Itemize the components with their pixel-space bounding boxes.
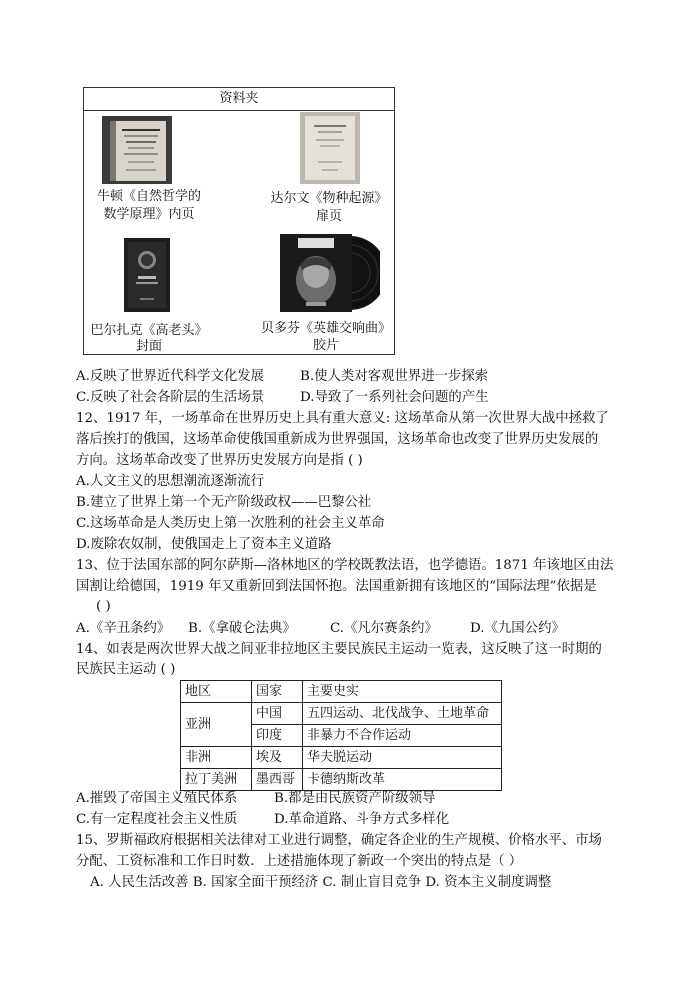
darwin-caption-2: 扉页 <box>315 209 342 224</box>
q11-option-a: A.反映了世界近代科学文化发展 <box>76 369 265 384</box>
q11-option-b: B.使人类对客观世界进一步探索 <box>300 369 489 384</box>
q13-option-d: D.《九国公约》 <box>470 621 565 636</box>
newton-caption-1: 牛顿《自然哲学的 <box>96 189 201 204</box>
q12-stem-1: 12、1917 年，一场革命在世界历史上具有重大意义: 这场革命从第一次世界大战中拯救了 <box>76 411 609 426</box>
q12-option-a: A.人文主义的思想潮流逐渐流行 <box>76 474 265 489</box>
region-cell: 拉丁美洲 <box>181 769 252 791</box>
q14-stem-1: 14、如表是两次世界大战之间亚非拉地区主要民族民主运动一览表，这反映了这一时期的 <box>76 642 602 657</box>
beethoven-caption-2: 胶片 <box>312 338 339 353</box>
table-header: 地区 <box>181 681 252 703</box>
q11-option-d: D.导致了一系列社会问题的产生 <box>300 390 489 405</box>
fact-cell: 卡德纳斯改革 <box>303 769 502 791</box>
q12-option-b: B.建立了世界上第一个无产阶级政权——巴黎公社 <box>76 495 372 510</box>
figure-header: 资料夹 <box>84 88 394 111</box>
q14-stem-2: 民族民主运动 ( ) <box>76 662 176 677</box>
q12-stem-2: 落后挨打的俄国，这场革命使俄国重新成为世界强国，这场革命也改变了世界历史发展的 <box>76 432 599 447</box>
fact-cell: 五四运动、北伐战争、土地革命 <box>303 703 502 725</box>
country-cell: 中国 <box>252 703 303 725</box>
q13-stem-3: ( ) <box>96 599 111 614</box>
q14-option-b: B.都是由民族资产阶级领导 <box>274 791 436 806</box>
q15-options: A. 人民生活改善 B. 国家全面干预经济 C. 制止盲目竞争 D. 资本主义制度调整 <box>90 875 552 890</box>
beethoven-record-image <box>280 234 380 312</box>
movements-table <box>180 680 502 791</box>
q13-stem-2: 国割让给德国，1919 年又重新回到法国怀抱。法国重新拥有该地区的“国际法理”依据是 <box>76 579 597 594</box>
table-header: 国家 <box>252 681 303 703</box>
table-header: 主要史实 <box>303 681 502 703</box>
q12-option-c: C.这场革命是人类历史上第一次胜利的社会主义革命 <box>76 516 385 531</box>
table-row <box>181 747 502 769</box>
country-cell: 印度 <box>252 725 303 747</box>
q15-stem-2: 分配、工资标准和工作日时数．上述措施体现了新政一个突出的特点是（ ） <box>76 854 523 869</box>
q13-option-b: B.《拿破仑法典》 <box>188 621 296 636</box>
q15-stem-1: 15、罗斯福政府根据相关法律对工业进行调整，确定各企业的生产规模、价格水平、市场 <box>76 833 602 848</box>
q14-option-a: A.摧毁了帝国主义殖民体系 <box>76 791 238 806</box>
balzac-book-image <box>124 238 170 312</box>
q14-option-c: C.有一定程度社会主义性质 <box>76 812 238 827</box>
darwin-book-image <box>300 112 360 184</box>
q11-option-c: C.反映了社会各阶层的生活场景 <box>76 390 265 405</box>
fact-cell: 非暴力不合作运动 <box>303 725 502 747</box>
table-row <box>181 769 502 791</box>
balzac-caption-1: 巴尔扎克《高老头》 <box>90 323 208 338</box>
q12-stem-3: 方向。这场革命改变了世界历史发展方向是指 ( ) <box>76 453 363 468</box>
newton-caption-2: 数学原理》内页 <box>103 207 195 222</box>
fact-cell: 华夫脱运动 <box>303 747 502 769</box>
darwin-caption-1: 达尔文《物种起源》 <box>270 191 388 206</box>
q13-option-c: C.《凡尔赛条约》 <box>330 621 438 636</box>
beethoven-caption-1: 贝多芬《英雄交响曲》 <box>260 321 391 336</box>
table-header-row <box>181 681 502 703</box>
figure-box <box>83 87 395 355</box>
q13-stem-1: 13、位于法国东部的阿尔萨斯—洛林地区的学校既教法语，也学德语。1871 年该地区由法 <box>76 558 614 573</box>
balzac-caption-2: 封面 <box>135 339 162 354</box>
table-row <box>181 703 502 725</box>
country-cell: 埃及 <box>252 747 303 769</box>
q12-option-d: D.废除农奴制，使俄国走上了资本主义道路 <box>76 537 332 552</box>
region-cell: 亚洲 <box>181 703 252 747</box>
region-cell: 非洲 <box>181 747 252 769</box>
q13-option-a: A.《辛丑条约》 <box>76 621 171 636</box>
newton-book-image <box>102 116 172 184</box>
q14-option-d: D.革命道路、斗争方式多样化 <box>274 812 450 827</box>
country-cell: 墨西哥 <box>252 769 303 791</box>
